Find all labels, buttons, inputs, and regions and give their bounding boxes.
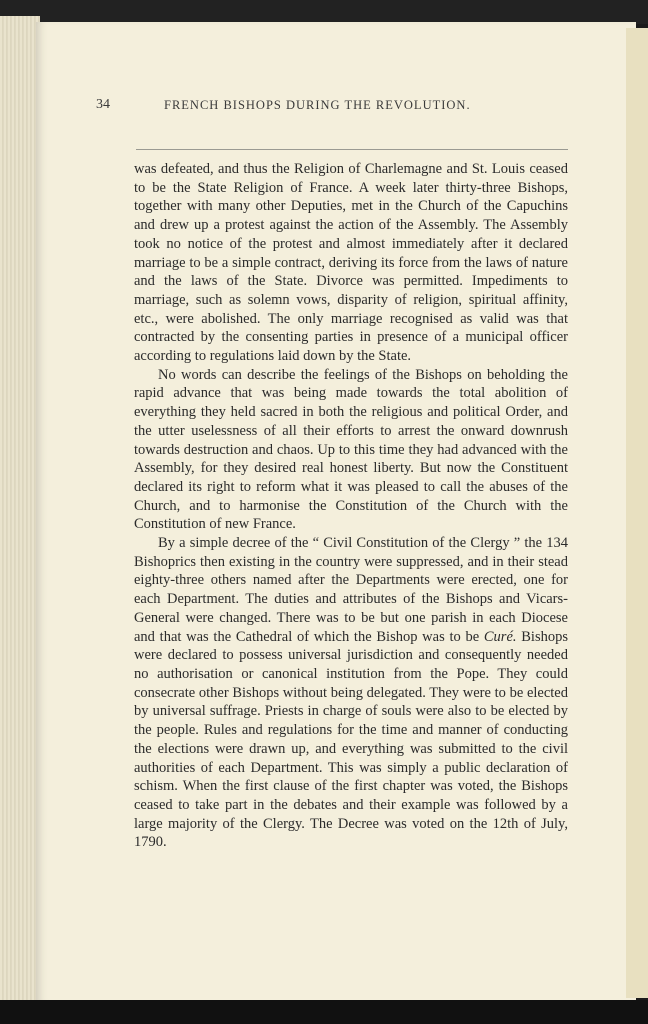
running-title: FRENCH BISHOPS DURING THE REVOLUTION. [164,98,471,112]
header-rule [136,149,568,150]
page-number: 34 [96,97,110,112]
paragraph-3-part-2: Bishops were declared to possess universal jurisdiction and consequently needed no authorisation or canonical institution from the Pope. They could consecrate other Bishops without being delegated. They were to be elected by universal suffrage. Priests in charge of souls were also to be elected by the people. Rules and regulations for the time and manner of conducting the elections were drawn up, and everything was submitted to the civil authorities of each Department. This was simply a public declaration of schism. When the first clause of the first chapter was voted, the Bishops ceased to take part in the debates and their example was followed by a large majority of the Clergy. The Decree was voted on the 12th of July, 1790. [134,628,568,851]
body-text [134,160,568,852]
scan-backdrop-bottom [0,1000,648,1024]
running-head [96,97,508,117]
paragraph-2: No words can describe the feelings of the Bishops on beholding the rapid advance that was being made towards the total abolition of everything they held sacred in both the religious and political Order, and the utter uselessness of all their efforts to arrest the onward downrush towards destruction and chaos. Up to this time they had advanced with the Assembly, for they desired real honest liberty. But now the Constituent declared its right to reform what it was pleased to call the abuses of the Church, and to harmonise the Constitution of the Church with the Constitution of new France. [134,366,568,533]
scan-backdrop-top [0,0,648,24]
paragraph-3 [134,534,568,852]
italic-cure: Curé. [483,628,517,645]
facing-page-edge [626,28,648,998]
stacked-page-edges [0,16,40,1008]
paragraph-1: was defeated, and thus the Religion of Charlemagne and St. Louis ceased to be the State Religion of France. A week later thirty-three Bishops, together with many other Deputies, met in the Church of the Capuchins and drew up a protest against the action of the Assembly. The Assembly took no notice of the protest and almost immediately after it declared marriage to be a simple contract, deriving its force from the laws of nature and the laws of the State. Divorce was permitted. Impediments to marriage, such as solemn vows, disparity of religion, spiritual affinity, etc., were abolished. The only marriage recognised as valid was that contracted by the consenting parties in presence of a municipal officer according to regulations laid down by the State. [134,161,568,365]
paragraph-3-part-1: By a simple decree of the “ Civil Constitution of the Clergy ” the 134 Bishoprics then existing in the country were suppressed, and in their stead eighty-three others named after the Departments were erected, one for each Department. The duties and attributes of the Bishops and Vicars-General were changed. There was to be but one parish in each Diocese and that was the Cathedral of which the Bishop was to be [134,535,568,645]
